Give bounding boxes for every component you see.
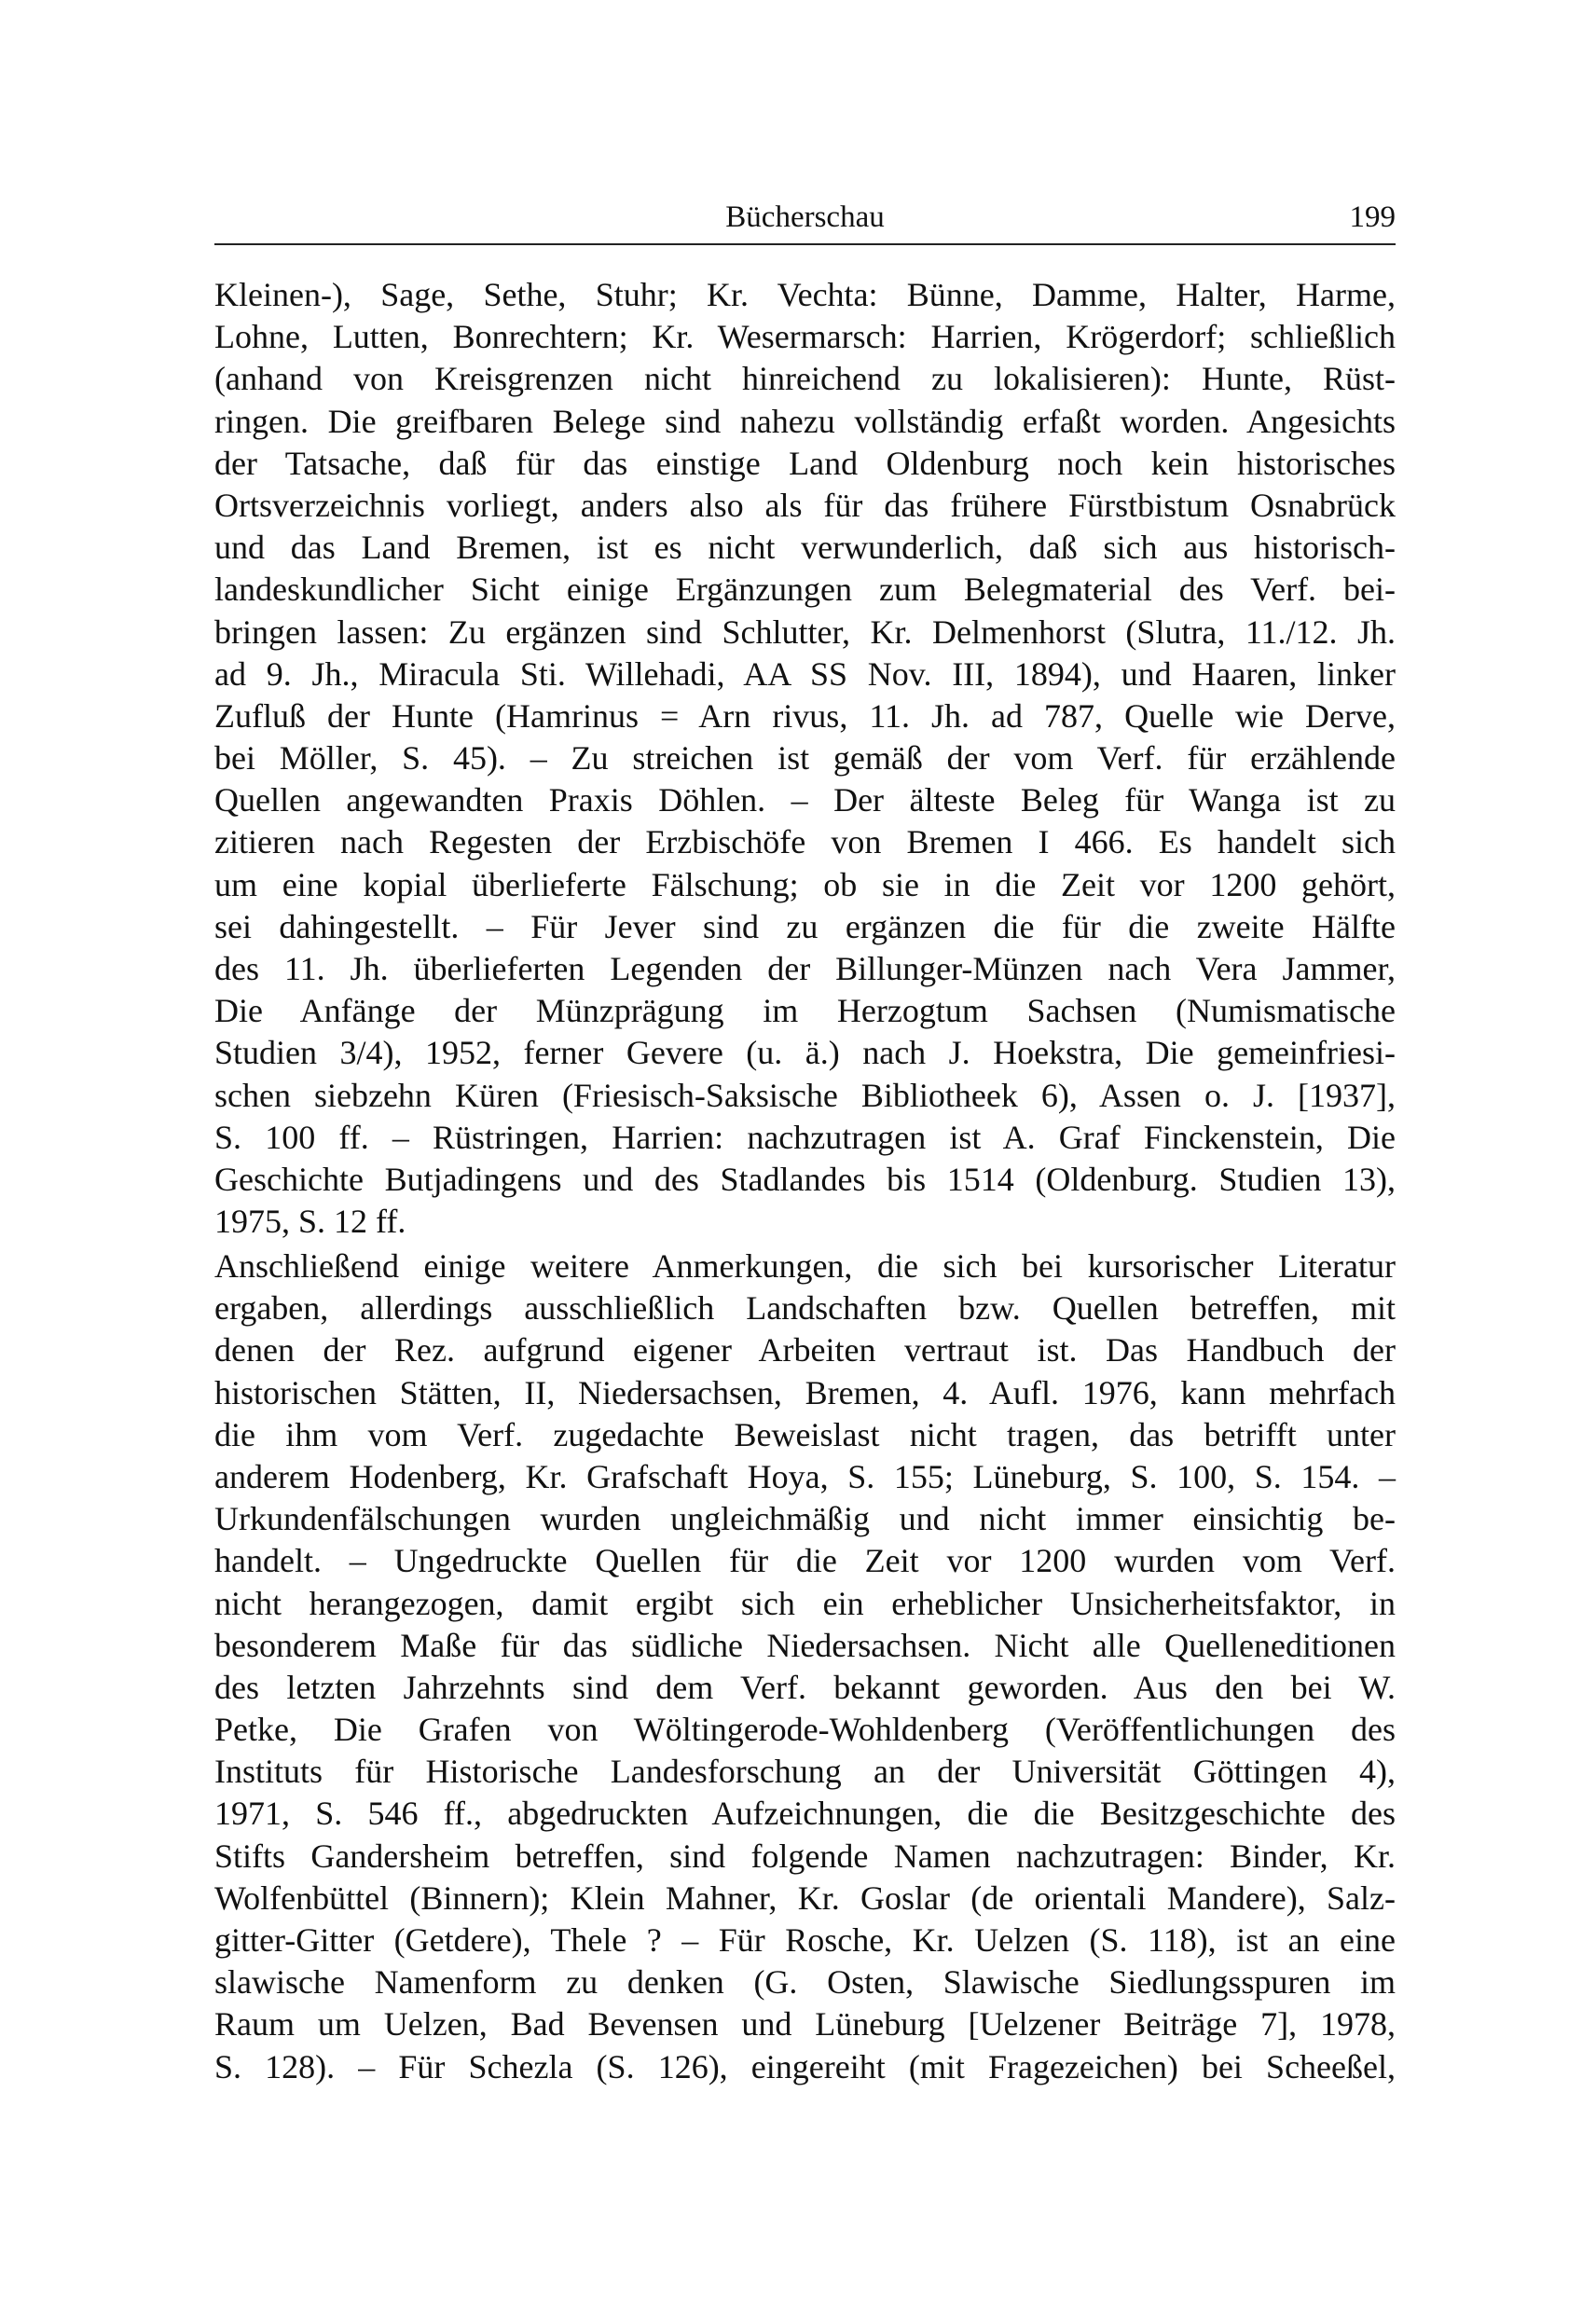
text-line: S. 128). – Für Schezla (S. 126), eingereiht (mit Fragezeichen) bei Scheeßel,: [214, 2047, 1396, 2085]
text-line: des 11. Jh. überlieferten Legenden der Billunger-Münzen nach Vera Jammer,: [214, 950, 1396, 987]
text-line: bringen lassen: Zu ergänzen sind Schlutter, Kr. Delmenhorst (Slutra, 11./12. Jh.: [214, 612, 1396, 651]
text-line: Die Anfänge der Münzprägung im Herzogtum Sachsen (Numismatische: [214, 992, 1396, 1030]
text-line: (anhand von Kreisgrenzen nicht hinreichend zu lokalisieren): Hunte, Rüst-: [214, 360, 1396, 398]
text-line: Anschließend einige weitere Anmerkungen, die sich bei kursorischer Literatur: [214, 1247, 1396, 1285]
page-number: 199: [1349, 200, 1396, 234]
text-line: Geschichte Butjadingens und des Stadlandes bis 1514 (Oldenburg. Studien 13),: [214, 1160, 1396, 1198]
text-line: um eine kopial überlieferte Fälschung; ob sie in die Zeit vor 1200 gehört,: [214, 865, 1396, 903]
text-line: landeskundlicher Sicht einige Ergänzungen zum Belegmaterial des Verf. bei-: [214, 571, 1396, 609]
running-title: Bücherschau: [725, 200, 885, 234]
text-line: Kleinen-), Sage, Sethe, Stuhr; Kr. Vechta: Bünne, Damme, Halter, Harme,: [214, 276, 1396, 313]
text-line: Urkundenfälschungen wurden ungleichmäßig und nicht immer einsichtig be-: [214, 1500, 1396, 1538]
text-line: besonderem Maße für das südliche Niedersachsen. Nicht alle Quelleneditionen: [214, 1626, 1396, 1664]
text-line: gitter-Gitter (Getdere), Thele ? – Für Rosche, Kr. Uelzen (S. 118), ist an eine: [214, 1921, 1396, 1959]
text-line: 1975, S. 12 ff.: [214, 1203, 406, 1241]
text-line: Ortsverzeichnis vorliegt, anders also als für das frühere Fürstbistum Osnabrück: [214, 486, 1396, 524]
text-line: Studien 3/4), 1952, ferner Gevere (u. ä.) nach J. Hoekstra, Die gemeinfriesi-: [214, 1034, 1396, 1072]
text-line: Raum um Uelzen, Bad Bevensen und Lüneburg [Uelzener Beiträge 7], 1978,: [214, 2005, 1396, 2044]
text-line: Stifts Gandersheim betreffen, sind folgende Namen nachzutragen: Binder, Kr.: [214, 1837, 1396, 1875]
paragraph-2: [214, 1245, 1396, 2088]
text-line: sei dahingestellt. – Für Jever sind zu ergänzen die für die zweite Hälfte: [214, 907, 1396, 945]
text-line: des letzten Jahrzehnts sind dem Verf. bekannt geworden. Aus den bei W.: [214, 1668, 1396, 1706]
text-line: slawische Namenform zu denken (G. Osten, Slawische Siedlungsspuren im: [214, 1963, 1396, 2002]
text-line: 1971, S. 546 ff., abgedruckten Aufzeichnungen, die die Besitzgeschichte des: [214, 1795, 1396, 1833]
running-header: [214, 194, 1396, 241]
text-line: ad 9. Jh., Miracula Sti. Willehadi, AA SS Nov. III, 1894), und Haaren, linker: [214, 654, 1396, 693]
text-line: Zufluß der Hunte (Hamrinus = Arn rivus, 11. Jh. ad 787, Quelle wie Derve,: [214, 696, 1396, 735]
text-line: handelt. – Ungedruckte Quellen für die Zeit vor 1200 wurden vom Verf.: [214, 1542, 1396, 1580]
text-line: der Tatsache, daß für das einstige Land Oldenburg noch kein historisches: [214, 444, 1396, 482]
text-line: bei Möller, S. 45). – Zu streichen ist gemäß der vom Verf. für erzählende: [214, 739, 1396, 778]
text-line: die ihm vom Verf. zugedachte Beweislast nicht tragen, das betrifft unter: [214, 1415, 1396, 1453]
header-rule: [214, 243, 1396, 245]
text-line: Instituts für Historische Landesforschung an der Universität Göttingen 4),: [214, 1753, 1396, 1791]
text-line: Lohne, Lutten, Bonrechtern; Kr. Wesermarsch: Harrien, Krögerdorf; schließlich: [214, 318, 1396, 356]
text-line: ringen. Die greifbaren Belege sind nahezu vollständig erfaßt worden. Angesichts: [214, 402, 1396, 440]
text-line: S. 100 ff. – Rüstringen, Harrien: nachzutragen ist A. Graf Finckenstein, Die: [214, 1118, 1396, 1156]
text-line: historischen Stätten, II, Niedersachsen, Bremen, 4. Aufl. 1976, kann mehrfach: [214, 1373, 1396, 1411]
text-line: nicht herangezogen, damit ergibt sich ein erheblicher Unsicherheitsfaktor, in: [214, 1584, 1396, 1622]
text-line: zitieren nach Regesten der Erzbischöfe von Bremen I 466. Es handelt sich: [214, 823, 1396, 861]
text-line: Petke, Die Grafen von Wöltingerode-Wohldenberg (Veröffentlichungen des: [214, 1711, 1396, 1749]
text-line: denen der Rez. aufgrund eigener Arbeiten vertraut ist. Das Handbuch der: [214, 1331, 1396, 1369]
text-line: Wolfenbüttel (Binnern); Klein Mahner, Kr. Goslar (de orientali Mandere), Salz-: [214, 1878, 1396, 1917]
text-line: und das Land Bremen, ist es nicht verwunderlich, daß sich aus historisch-: [214, 529, 1396, 567]
text-line: ergaben, allerdings ausschließlich Landschaften bzw. Quellen betreffen, mit: [214, 1289, 1396, 1328]
text-line: Quellen angewandten Praxis Döhlen. – Der älteste Beleg für Wanga ist zu: [214, 781, 1396, 819]
text-line: anderem Hodenberg, Kr. Grafschaft Hoya, S. 155; Lüneburg, S. 100, S. 154. –: [214, 1457, 1396, 1495]
text-line: schen siebzehn Küren (Friesisch-Saksische Bibliotheek 6), Assen o. J. [1937],: [214, 1076, 1396, 1114]
paragraph-1: [214, 274, 1396, 1243]
